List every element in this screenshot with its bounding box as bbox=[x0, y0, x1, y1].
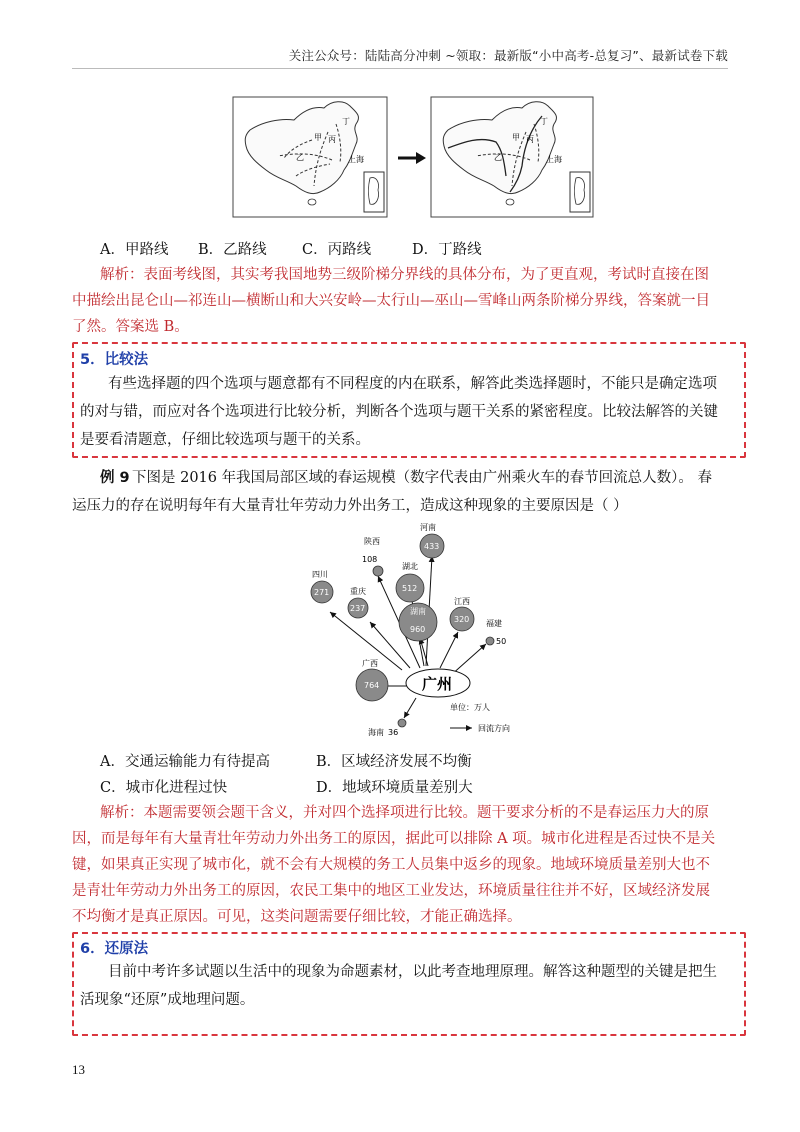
method-6-line-1: 目前中考许多试题以生活中的现象为命题素材，以此考查地理原理。解答这种题型的关键是把生 bbox=[108, 964, 717, 980]
bubble-hunan bbox=[399, 603, 437, 641]
map-right-label-shanghai: 上海 bbox=[546, 155, 562, 164]
legend-direction: 回流方向 bbox=[478, 724, 510, 733]
example-9-line-1: 下图是 2016 年我国局部区域的春运规模（数字代表由广州乘火车的春节回流总人数）。 春 bbox=[132, 470, 712, 486]
q8-option-c: C．丙路线 bbox=[302, 242, 372, 258]
method-6-line-2: 活现象“还原”成地理问题。 bbox=[80, 992, 255, 1008]
bubble-sichuan bbox=[311, 569, 333, 603]
q9-analysis-line-1: 解析：本题需要领会题干含义，并对四个选择项进行比较。题干要求分析的不是春运压力大的原 bbox=[100, 805, 709, 821]
diagram-legend bbox=[450, 702, 510, 733]
map-left-label-jia: 甲 bbox=[314, 133, 322, 142]
q9-analysis-line-2: 因，而是每年有大量青壮年劳动力外出务工的原因，据此可以排除 A 项。城市化进程是否过快不是关 bbox=[72, 831, 716, 847]
china-route-maps bbox=[232, 96, 672, 218]
q9-option-c: C．城市化进程过快 bbox=[100, 780, 228, 796]
method-5-line-1: 有些选择题的四个选项与题意都有不同程度的内在联系，解答此类选择题时，不能只是确定选项 bbox=[108, 376, 717, 392]
bubble-guangxi-name: 广西 bbox=[362, 659, 378, 668]
q9-option-b: B．区域经济发展不均衡 bbox=[316, 754, 472, 770]
q8-option-b: B．乙路线 bbox=[198, 242, 267, 258]
bubble-henan-name: 河南 bbox=[420, 523, 436, 532]
bubble-sichuan-value: 271 bbox=[314, 588, 330, 597]
arrow-between-maps bbox=[398, 152, 426, 164]
bubble-hainan bbox=[368, 719, 406, 737]
method-5-title: 5．比较法 bbox=[80, 352, 149, 368]
example-9-line-2: 运压力的存在说明每年有大量青壮年劳动力外出务工，造成这种现象的主要原因是（ ） bbox=[72, 498, 628, 514]
map-left-label-yi: 乙 bbox=[296, 153, 304, 162]
method-5-line-2: 的对与错，而应对各个选项进行比较分析，判断各个选项与题干关系的紧密程度。比较法解答的关键 bbox=[80, 404, 718, 420]
page-number: 13 bbox=[72, 1062, 85, 1077]
migration-diagram bbox=[300, 520, 540, 740]
bubble-sichuan-name: 四川 bbox=[312, 570, 328, 579]
example-9-label: 例 9 bbox=[100, 470, 130, 486]
map-left-label-shanghai: 上海 bbox=[348, 155, 364, 164]
q8-option-a: A．甲路线 bbox=[100, 242, 169, 258]
bubble-henan-value: 433 bbox=[424, 542, 440, 551]
bubble-chongqing-name: 重庆 bbox=[350, 587, 366, 596]
map-left bbox=[233, 97, 387, 217]
bubble-hubei bbox=[396, 561, 424, 602]
bubble-hainan-value: 36 bbox=[388, 728, 399, 737]
q9-analysis-line-3: 键，如果真正实现了城市化，就不会有大规模的务工人员集中返乡的现象。地域环境质量差别大也不 bbox=[72, 857, 710, 873]
bubble-chongqing-value: 237 bbox=[350, 604, 366, 613]
bubble-hunan-value: 960 bbox=[410, 625, 426, 634]
map-right-label-ding: 丁 bbox=[540, 117, 548, 126]
bubble-shaanxi-name: 陕西 bbox=[364, 537, 380, 546]
header-divider bbox=[72, 68, 728, 69]
map-right-label-yi: 乙 bbox=[494, 153, 502, 162]
q9-analysis-line-5: 不均衡才是真正原因。可见，这类问题需要仔细比较，才能正确选择。 bbox=[72, 909, 522, 925]
bubble-hubei-value: 512 bbox=[402, 584, 418, 593]
map-left-label-bing: 丙 bbox=[328, 135, 336, 144]
bubble-hainan-name: 海南 bbox=[368, 728, 384, 737]
q8-analysis-line-3: 了然。答案选 B。 bbox=[72, 319, 189, 335]
q8-option-d: D．丁路线 bbox=[412, 242, 482, 258]
guangzhou-center bbox=[406, 669, 470, 697]
q8-analysis-line-2: 中描绘出昆仑山—祁连山—横断山和大兴安岭—太行山—巫山—雪峰山两条阶梯分界线，答案就一目 bbox=[72, 293, 710, 309]
bubble-fujian-value: 50 bbox=[496, 637, 507, 646]
bubble-hubei-name: 湖北 bbox=[402, 562, 418, 571]
q9-analysis-line-4: 是青壮年劳动力外出务工的原因，农民工集中的地区工业发达，环境质量往往并不好，区域经济发展 bbox=[72, 883, 710, 899]
map-right-label-bing: 丙 bbox=[526, 135, 534, 144]
map-left-label-ding: 丁 bbox=[342, 117, 350, 126]
bubble-shaanxi bbox=[362, 536, 383, 576]
bubble-jiangxi bbox=[450, 597, 474, 631]
bubble-jiangxi-value: 320 bbox=[454, 615, 470, 624]
method-5-line-3: 是要看清题意，仔细比较选项与题干的关系。 bbox=[80, 432, 370, 448]
map-right-label-jia: 甲 bbox=[512, 133, 520, 142]
bubble-henan bbox=[420, 522, 444, 558]
bubble-hunan-name: 湖南 bbox=[410, 607, 426, 616]
bubble-fujian bbox=[486, 618, 506, 646]
bubble-guangxi bbox=[356, 658, 388, 701]
center-city-label: 广州 bbox=[422, 675, 453, 693]
q9-option-d: D．地域环境质量差别大 bbox=[316, 780, 473, 796]
bubble-chongqing bbox=[348, 586, 368, 618]
bubble-guangxi-value: 764 bbox=[364, 681, 380, 690]
page-header: 关注公众号：陆陆高分冲刺 ~领取：最新版“小中高考-总复习”、最新试卷下载 bbox=[288, 48, 728, 63]
q8-analysis-line-1: 解析：表面考线图，其实考我国地势三级阶梯分界线的具体分布，为了更直观，考试时直接在图 bbox=[100, 267, 709, 283]
map-right bbox=[431, 97, 593, 217]
bubble-jiangxi-name: 江西 bbox=[454, 597, 470, 606]
method-6-title: 6．还原法 bbox=[80, 941, 149, 957]
q9-option-a: A．交通运输能力有待提高 bbox=[100, 754, 270, 770]
legend-unit: 单位：万人 bbox=[450, 703, 490, 712]
bubble-shaanxi-value: 108 bbox=[362, 555, 378, 564]
bubble-fujian-name: 福建 bbox=[486, 619, 502, 628]
